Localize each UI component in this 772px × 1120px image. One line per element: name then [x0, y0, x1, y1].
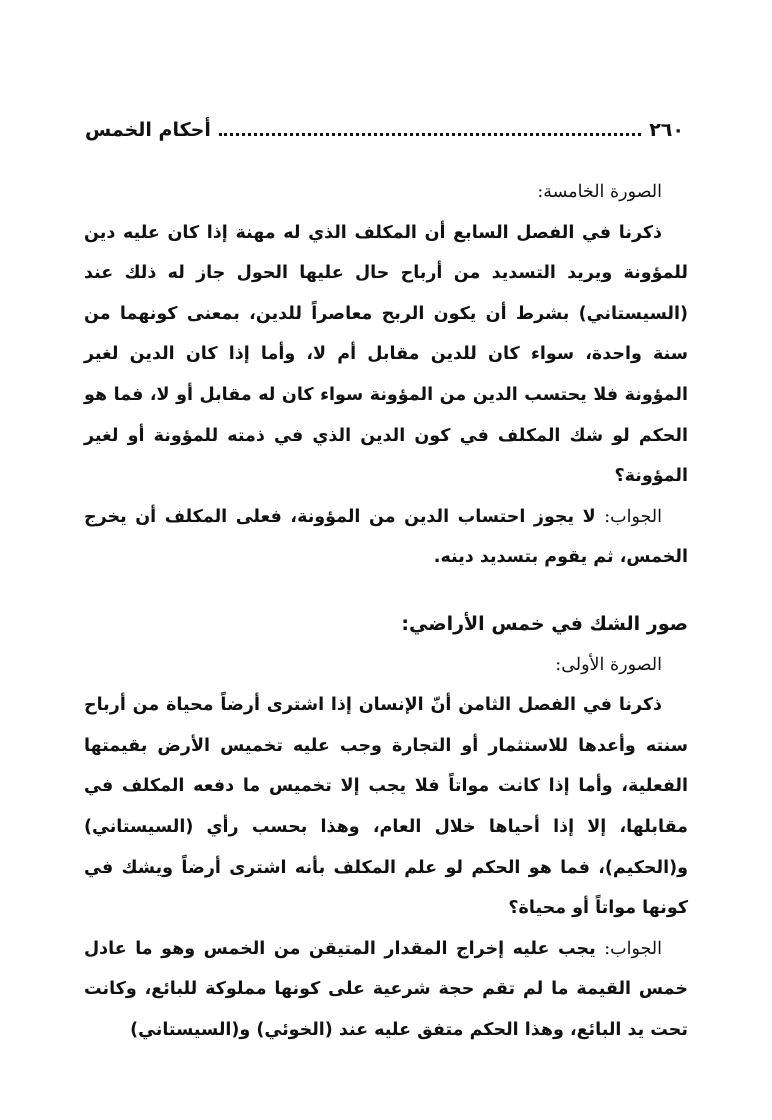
answer-text: لا يجوز احتساب الدين من المؤونة، فعلى المكلف أن يخرج الخمس، ثم يقوم بتسديد دينه. [84, 506, 688, 568]
first-case-answer [84, 929, 688, 1051]
lands-doubt-heading: صور الشك في خمس الأراضي: [401, 612, 688, 635]
running-header [85, 112, 684, 142]
answer-label: الجواب: [604, 506, 662, 527]
section-title-first-case: الصورة الأولى: [555, 654, 662, 675]
spacer [84, 578, 688, 586]
running-title: أحكام الخمس [85, 119, 211, 141]
header-dotted-leader [219, 133, 641, 136]
section-title-fifth-case: الصورة الخامسة: [537, 182, 662, 202]
page-body [84, 172, 688, 1050]
fifth-case-question: ذكرنا في الفصل السابع أن المكلف الذي له مهنة إذا كان عليه دين للمؤونة ويريد التسديد من أرباح حال عليها الحول جاز له ذلك عند (السيستاني) بشرط أن يكون الربح معاصراً للدين، بمعنى كونهما من سنة واحدة، سواء كان للدين مقابل أم لا، وأما إذا كان الدين لغير المؤونة فلا يحتسب الدين من المؤونة سواء كان له مقابل أو لا، فما هو الحكم لو شك المكلف في كون الدين الذي في ذمته للمؤونة أو لغير المؤونة؟ [84, 222, 688, 487]
answer-text: يجب عليه إخراج المقدار المتيقن من الخمس وهو ما عادل خمس القيمة ما لم تقم حجة شرعية على كونها مملوكة للبائع، وكانت تحت يد البائع، وهذا الحكم متفق عليه عند (الخوئي) و(السيستاني) [84, 938, 688, 1040]
answer-label: الجواب: [604, 938, 662, 959]
fifth-case-answer [84, 497, 688, 578]
page-number: ٢٦٠ [649, 119, 684, 141]
first-case-question: ذكرنا في الفصل الثامن أنّ الإنسان إذا اشترى أرضاً محياة من أرباح سنته وأعدها للاستثمار أو التجارة وجب عليه تخميس الأرض بقيمتها الفعلية، وأما إذا كانت مواتاً فلا يجب إلا تخميس ما دفعه المكلف في مقابلها، إلا إذا أحياها خلال العام، وهذا بحسب رأي (السيستاني) و(الحكيم)، فما هو الحكم لو علم المكلف بأنه اشترى أرضاً ويشك في كونها مواتاً أو محياة؟ [84, 695, 688, 919]
